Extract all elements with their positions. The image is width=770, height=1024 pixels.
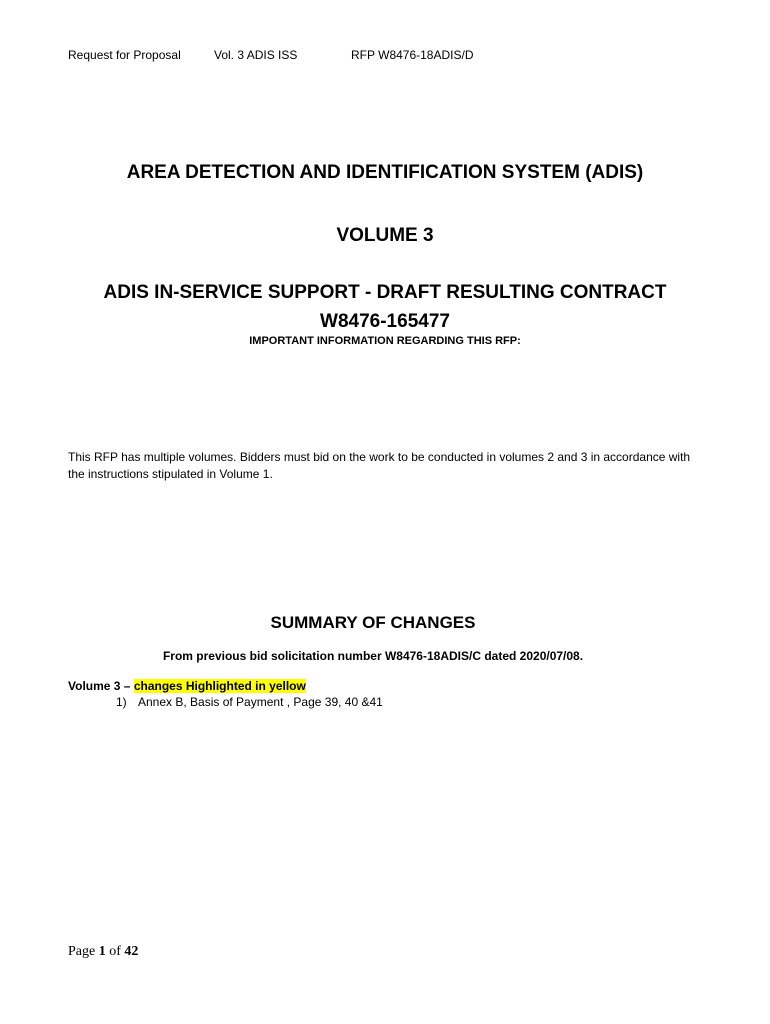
contract-number: W8476-165477 <box>320 311 450 332</box>
list-item-number: 1) <box>116 695 127 709</box>
summary-from-line: From previous bid solicitation number W8476-18ADIS/C dated 2020/07/08. <box>162 649 584 663</box>
important-info-heading: IMPORTANT INFORMATION REGARDING THIS RFP: <box>249 335 521 347</box>
header-right: RFP W8476-18ADIS/D <box>351 48 474 62</box>
highlighted-text: changes Highlighted in yellow <box>133 679 306 693</box>
volume-title: VOLUME 3 <box>336 225 434 246</box>
list-item-text: Annex B, Basis of Payment , Page 39, 40 &41 <box>138 695 383 709</box>
volume-changes-line <box>68 679 306 693</box>
volume-prefix: Volume 3 – <box>68 679 134 693</box>
of-word: of <box>109 944 121 959</box>
contract-title: ADIS IN-SERVICE SUPPORT - DRAFT RESULTING CONTRACT <box>103 282 667 303</box>
page-number: 1 <box>98 944 106 959</box>
summary-title: SUMMARY OF CHANGES <box>270 613 476 632</box>
list-item <box>116 695 383 709</box>
page-word: Page <box>68 944 96 959</box>
document-title: AREA DETECTION AND IDENTIFICATION SYSTEM (ADIS) <box>126 162 644 183</box>
changes-list <box>116 695 383 709</box>
header-left: Request for Proposal <box>68 48 181 62</box>
page-footer <box>68 944 138 960</box>
body-paragraph: This RFP has multiple volumes. Bidders must bid on the work to be conducted in volumes 2 and 3 in accordance with the instructions stipulated in Volume 1. <box>68 450 691 481</box>
page-total: 42 <box>124 944 139 959</box>
header-middle: Vol. 3 ADIS ISS <box>214 48 298 62</box>
